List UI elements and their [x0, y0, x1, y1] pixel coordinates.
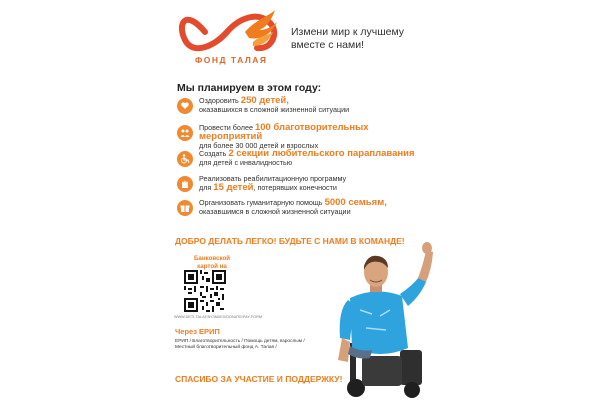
plan-text: Провести более [199, 123, 255, 132]
plan-item [177, 149, 432, 173]
qr-code[interactable] [184, 270, 226, 312]
qr-caption: WWW.DETI-TALAY.BY/INDEX/DONATE/PAY-FORM [174, 315, 263, 319]
plan-text: Организовать гуманитарную помощь [199, 198, 325, 207]
heart-hands-icon [177, 98, 193, 114]
bank-card-label: Банковской картой на [193, 255, 231, 270]
call-to-action: ДОБРО ДЕЛАТЬ ЛЕГКО! БУДЬТЕ С НАМИ В КОМАНДЕ! [175, 236, 405, 246]
thank-you-text: СПАСИБО ЗА УЧАСТИЕ И ПОДДЕРЖКУ! [175, 374, 343, 384]
wheelchair-icon [177, 151, 193, 167]
plan-text: Оздоровить [199, 96, 241, 105]
plans-title: Мы планируем в этом году: [177, 82, 322, 94]
plan-text: оказавшихся в сложной жизненной ситуации [199, 105, 350, 114]
plan-text: Создать [199, 149, 229, 158]
hand-icon [177, 176, 193, 192]
erip-path: ЕРИП / Благотворительность / Помощь детям, взрослым / Местный благотворительный фонд А. Талая / [175, 339, 305, 350]
infinity-bird-logo [175, 6, 280, 58]
erip-title: Через ЕРИП [175, 327, 220, 336]
plan-text: для более 30 000 детей и взрослых [199, 141, 319, 150]
plan-text: Реализовать реабилитационную программу [199, 174, 347, 183]
charity-poster [165, 0, 435, 400]
plan-item: Реализовать реабилитационную программу для 15 детей, потерявших конечности [177, 174, 432, 198]
plan-text: оказавшимся в сложной жизненной ситуации [199, 207, 351, 216]
slogan: Измени мир к лучшему вместе с нами! [291, 26, 405, 51]
plan-item [177, 96, 432, 120]
plan-highlight: 250 детей, [240, 95, 289, 106]
plan-item [177, 122, 432, 150]
fund-name: ФОНД ТАЛАЯ [195, 55, 268, 65]
people-icon [177, 125, 193, 141]
plan-highlight: 100 благотворительных мероприятий [199, 122, 369, 142]
ambassador-photo [320, 238, 435, 400]
plan-item [177, 198, 432, 222]
gift-box-icon [177, 200, 193, 216]
plan-highlight: 2 секции любительского параплавания [228, 148, 415, 159]
plan-text: для детей с инвалидностью [199, 158, 293, 167]
plan-highlight: 5000 семьям, [324, 197, 387, 208]
